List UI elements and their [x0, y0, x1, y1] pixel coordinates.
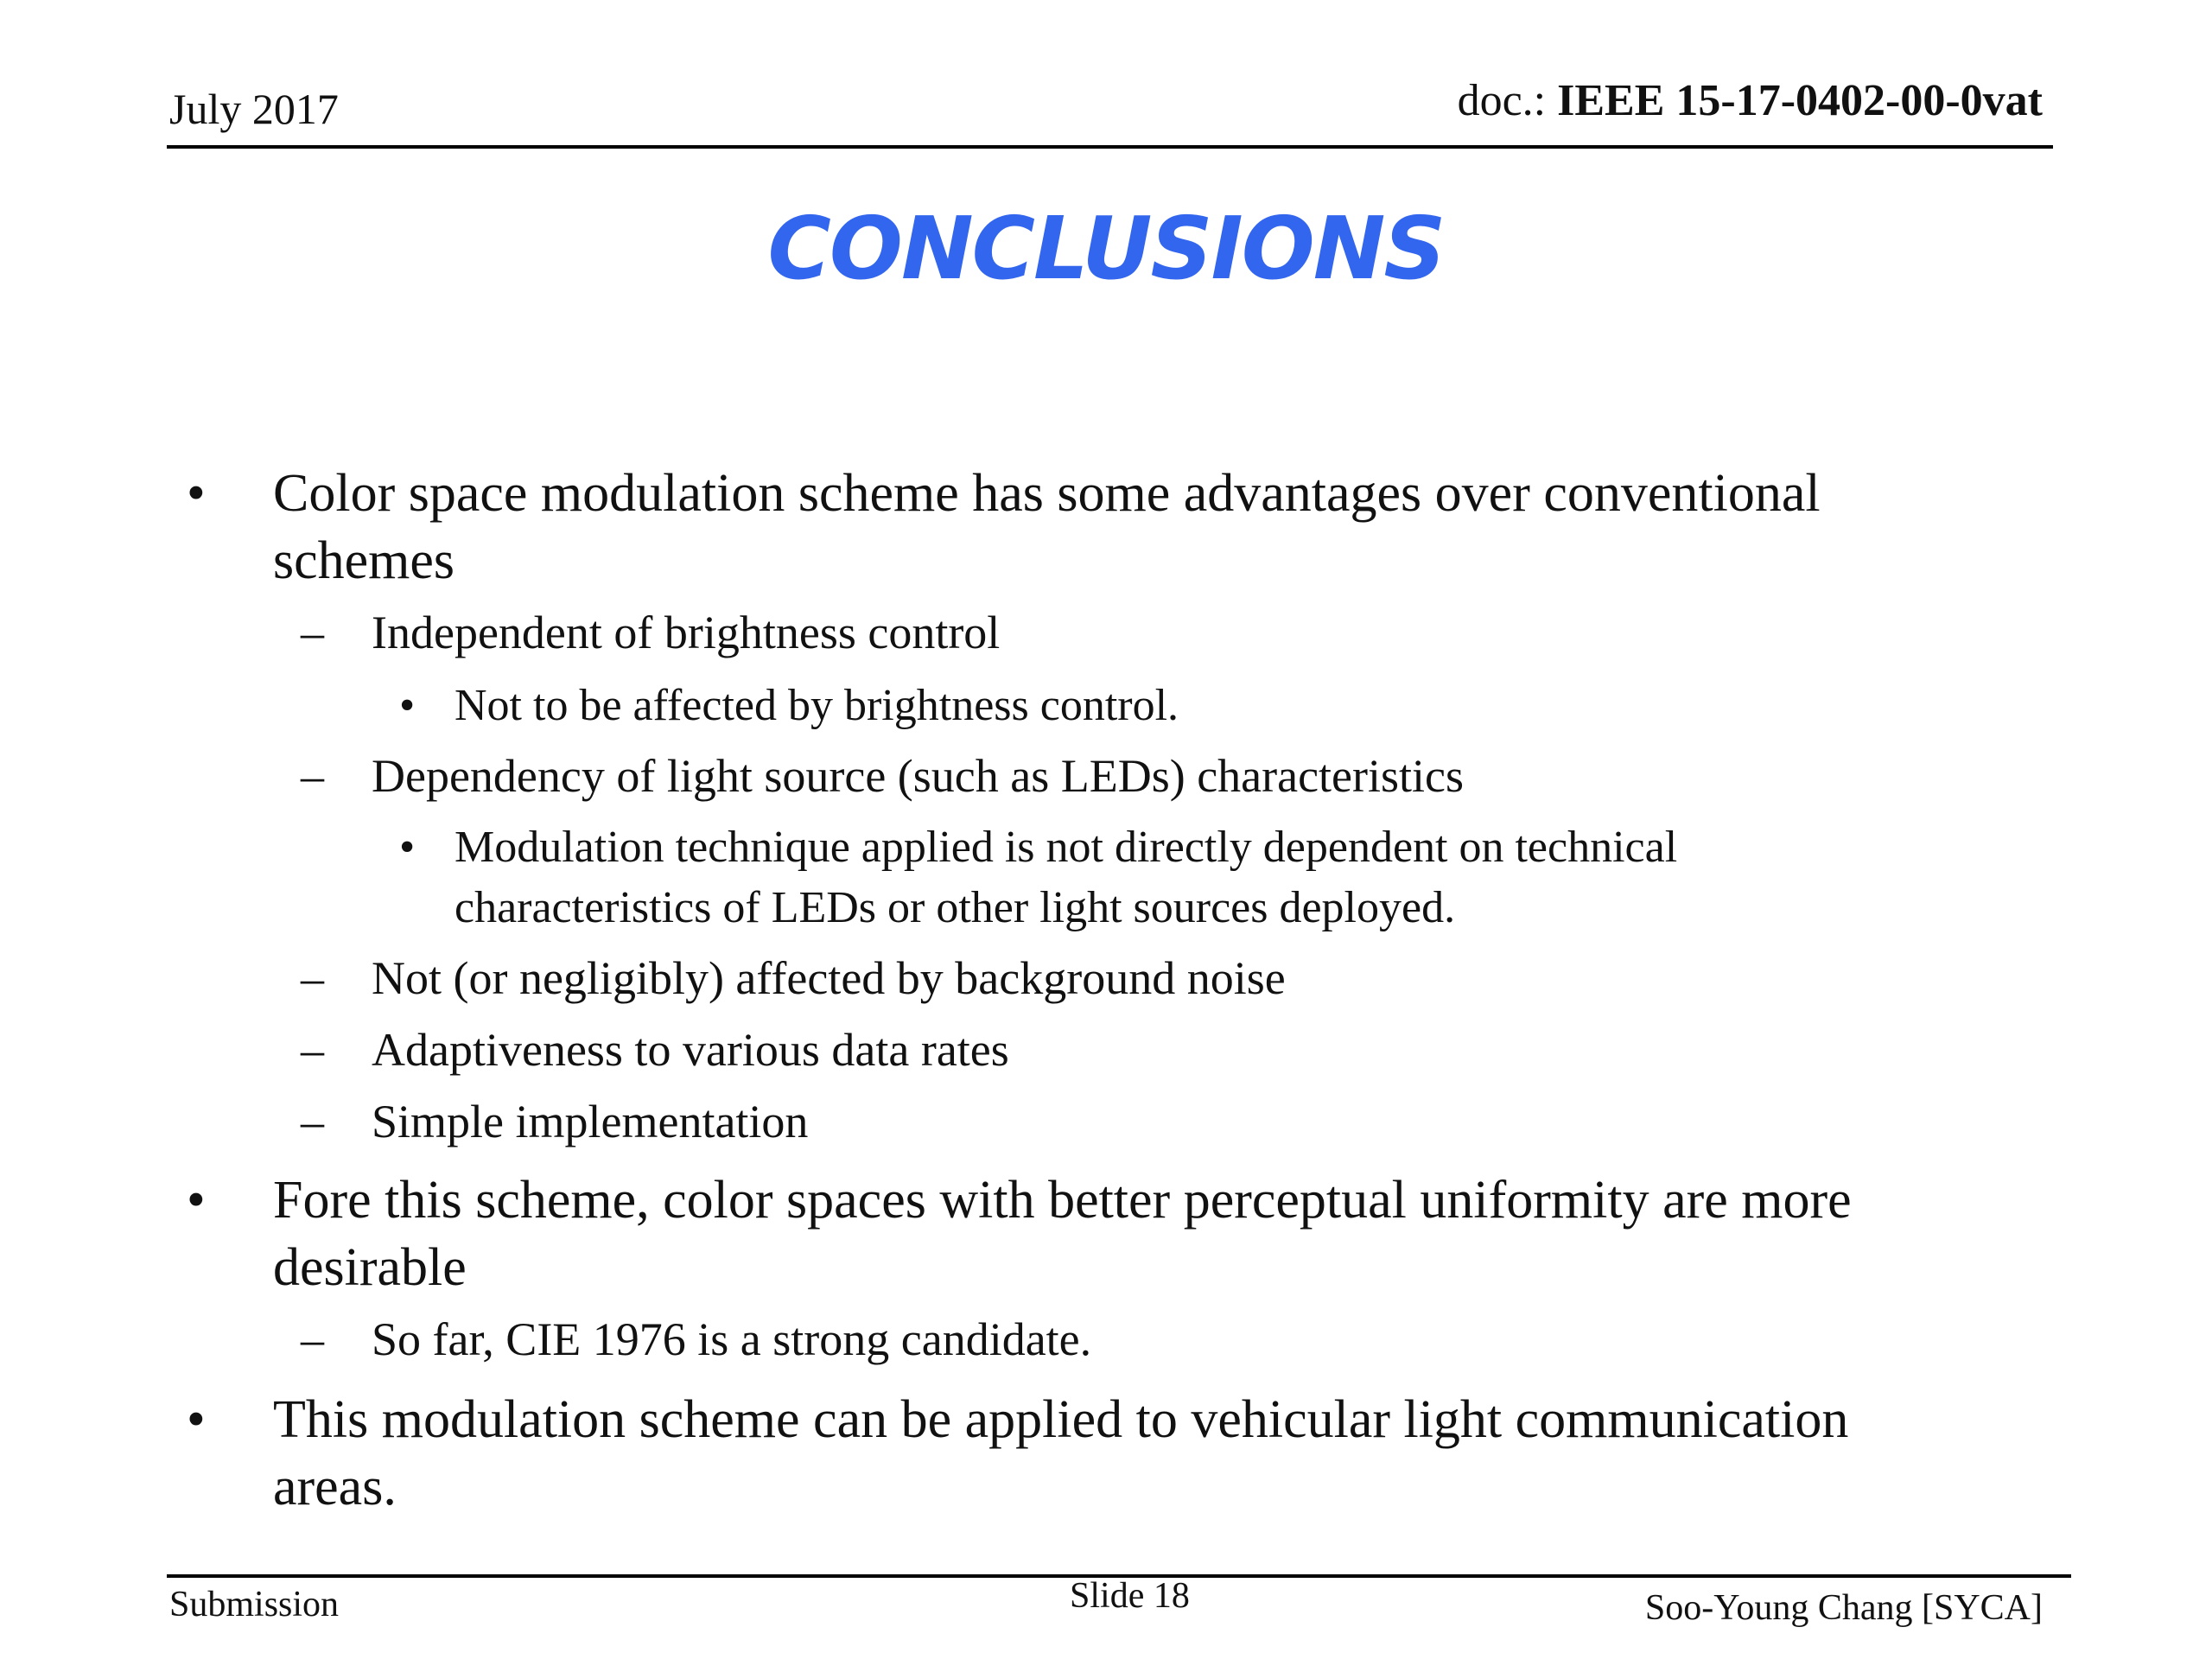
sub-bullet-text: Adaptiveness to various data rates [372, 1024, 1009, 1076]
dash-marker: – [301, 607, 324, 658]
doc-prefix: doc.: [1457, 76, 1558, 125]
bullet-3-line-1: This modulation scheme can be applied to vehicular light communication [273, 1390, 1849, 1449]
sub-bullet-text: So far, CIE 1976 is a strong candidate. [372, 1313, 1092, 1365]
slide-title: CONCLUSIONS [767, 198, 1445, 299]
bullet-marker: • [187, 1171, 206, 1230]
bullet-marker: • [399, 681, 416, 730]
sub-bullet-1-5 [301, 1092, 809, 1151]
bullet-marker: • [187, 1390, 206, 1449]
sub-bullet-text: Not (or negligibly) affected by background noise [372, 952, 1286, 1004]
bullet-2-line-1: Fore this scheme, color spaces with better perceptual uniformity are more [273, 1171, 1852, 1230]
footer-slide-number: Slide 18 [1070, 1576, 1190, 1616]
footer-author: Soo-Young Chang [SYCA] [1644, 1588, 2043, 1628]
dash-marker: – [301, 750, 324, 802]
bullet-2 [187, 1166, 1852, 1301]
sub-bullet-2-1 [301, 1310, 1092, 1369]
dash-marker: – [301, 1313, 324, 1365]
sub-sub-bullet-text: Not to be affected by brightness control. [454, 681, 1179, 730]
sub-bullet-1-4 [301, 1020, 1009, 1079]
footer-submission: Submission [169, 1585, 340, 1624]
bullet-1-line-1: Color space modulation scheme has some advantages over conventional [273, 464, 1821, 523]
dash-marker: – [301, 1096, 324, 1147]
sub-bullet-text: Dependency of light source (such as LEDs) characteristics [372, 750, 1465, 802]
bullet-marker: • [399, 823, 416, 872]
sub-bullet-text: Simple implementation [372, 1096, 809, 1147]
sub-bullet-1-1 [301, 603, 1001, 662]
doc-id: IEEE 15-17-0402-00-0vat [1557, 76, 2043, 125]
bullet-marker: • [187, 464, 206, 523]
bullet-1 [187, 460, 1821, 594]
bullet-3-line-2: areas. [273, 1458, 397, 1516]
sub-bullet-text: Independent of brightness control [372, 607, 1001, 658]
bullet-1-line-2: schemes [273, 531, 455, 590]
sub-sub-bullet-1-1-1 [399, 676, 1179, 736]
dash-marker: – [301, 1024, 324, 1076]
bullet-2-line-2: desirable [273, 1238, 467, 1297]
sub-sub-bullet-1-2-1 [399, 817, 1678, 938]
sub-bullet-1-2 [301, 747, 1465, 805]
header-date: July 2017 [169, 85, 339, 133]
sub-sub-bullet-line-1: Modulation technique applied is not directly dependent on technical [454, 823, 1678, 872]
bullet-3 [187, 1386, 1849, 1521]
dash-marker: – [301, 952, 324, 1004]
sub-sub-bullet-line-2: characteristics of LEDs or other light sources deployed. [454, 883, 1456, 932]
sub-bullet-1-3 [301, 949, 1286, 1007]
